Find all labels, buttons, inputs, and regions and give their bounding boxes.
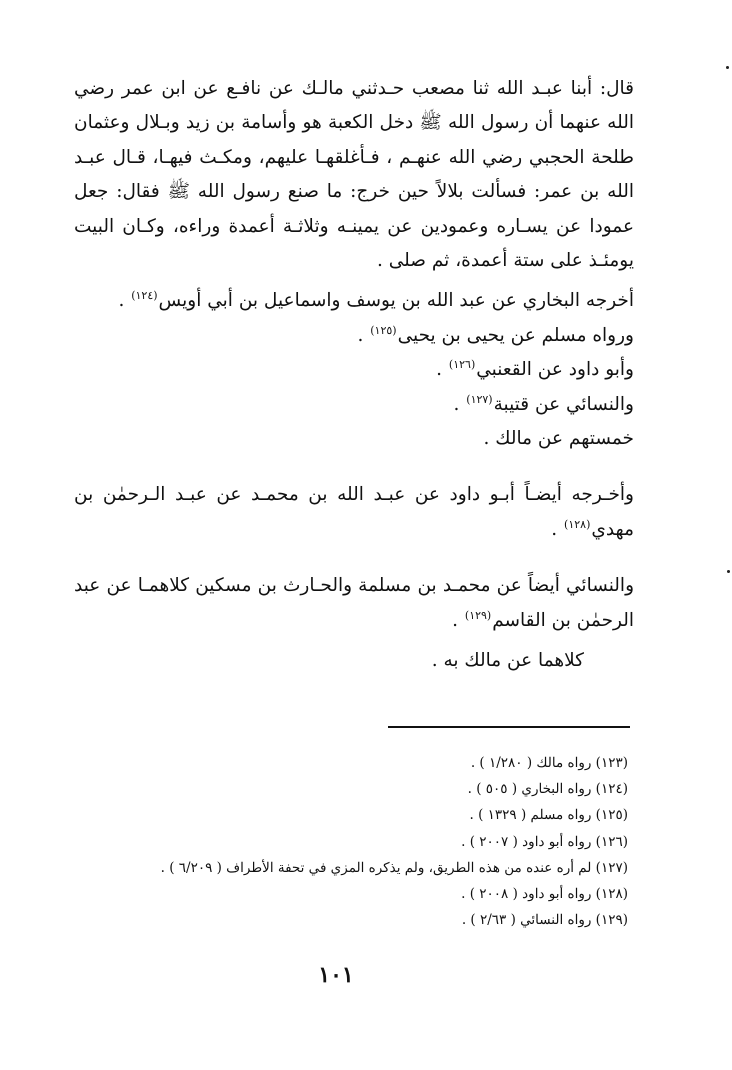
footnote-ref: (١٢٧) (466, 392, 493, 406)
takhrij-line-nasai: والنسائي عن قتيبة$^{(١٢٧)}$ . (453, 392, 634, 415)
footnote-ref: (١٢٤) (131, 289, 158, 303)
footnote-129: (١٢٩) رواه النسائي ( ٢/٦٣ ) . (461, 912, 628, 929)
hadith-paragraph: قال: أبنا عبـد الله ثنا مصعب حـدثني مالـك عن نافـع عن ابن عمر رضي الله عنهما أن رسول الله ﷺ دخل الكعبة هو وأسامة بن زيد وبـلال وعثمان طلحة الحجبي رضي الله عنهـم ، فـأغلقهـا عليهم، ومكـث فيهـا، قـال عبـد الله بن عمر: فسألت بلالاً حين خرج: ما صنع رسول الله ﷺ فقال: جعل عمودا عن يسـاره وعمودين عن يمينـه وثلاثـة أعمدة وراءه، وكـان البيت يومئـذ على ستة أعمدة، ثم صلى . (74, 78, 634, 272)
scan-speck (727, 570, 730, 573)
takhrij-line-bukhari: أخرجه البخاري عن عبد الله بن يوسف واسماعيل بن أبي أويس$^{(١٢٤)}$ . (118, 289, 634, 312)
scan-speck (726, 66, 729, 69)
footnote-ref: (١٢٨) (564, 517, 591, 531)
main-text-block (74, 72, 634, 679)
takhrij-paragraph-nasai: والنسائي أيضاً عن محمـد بن مسلمة والحـارث بن مسكين كلاهمـا عن عبد الرحمٰن بن القاسم$^{(١٢٩)}$ . (74, 575, 634, 631)
footnote-ref: (١٢٩) (464, 608, 492, 622)
takhrij-line-muslim: ورواه مسلم عن يحيى بن يحيى$^{(١٢٥)}$ . (357, 323, 634, 346)
footnote-ref: (١٢٥) (370, 323, 397, 337)
takhrij-paragraph-abudawud: وأخـرجه أيضـاً أبـو داود عن عبـد الله بن محمـد عن عبـد الـرحمٰن بن مهدي$^{(١٢٨)}$ . (74, 484, 634, 540)
takhrij-line-summary: خمستهم عن مالك . (483, 428, 634, 450)
footnote-ref: (١٢٦) (448, 358, 476, 372)
footnote-126: (١٢٦) رواه أبو داود ( ٢٠٠٧ ) . (461, 833, 628, 850)
footnote-123: (١٢٣) رواه مالك ( ١/٢٨٠ ) . (470, 755, 628, 771)
footnote-125: (١٢٥) رواه مسلم ( ١٣٢٩ ) . (469, 807, 628, 824)
footnote-124: (١٢٤) رواه البخاري ( ٥٠٥ ) . (467, 781, 628, 798)
takhrij-closing-line: كلاهما عن مالك به . (431, 650, 584, 672)
footnotes-block (68, 750, 628, 933)
footnote-127: (١٢٧) لم أره عنده من هذه الطريق، ولم يذكره المزي في تحفة الأطراف ( ٦/٢٠٩ ) . (160, 859, 628, 876)
footnote-separator (388, 726, 630, 728)
page-number: ١٠١ (318, 962, 354, 988)
takhrij-line-abudawud: وأبو داود عن القعنبي$^{(١٢٦)}$ . (436, 358, 634, 381)
footnote-128: (١٢٨) رواه أبو داود ( ٢٠٠٨ ) . (461, 886, 628, 903)
